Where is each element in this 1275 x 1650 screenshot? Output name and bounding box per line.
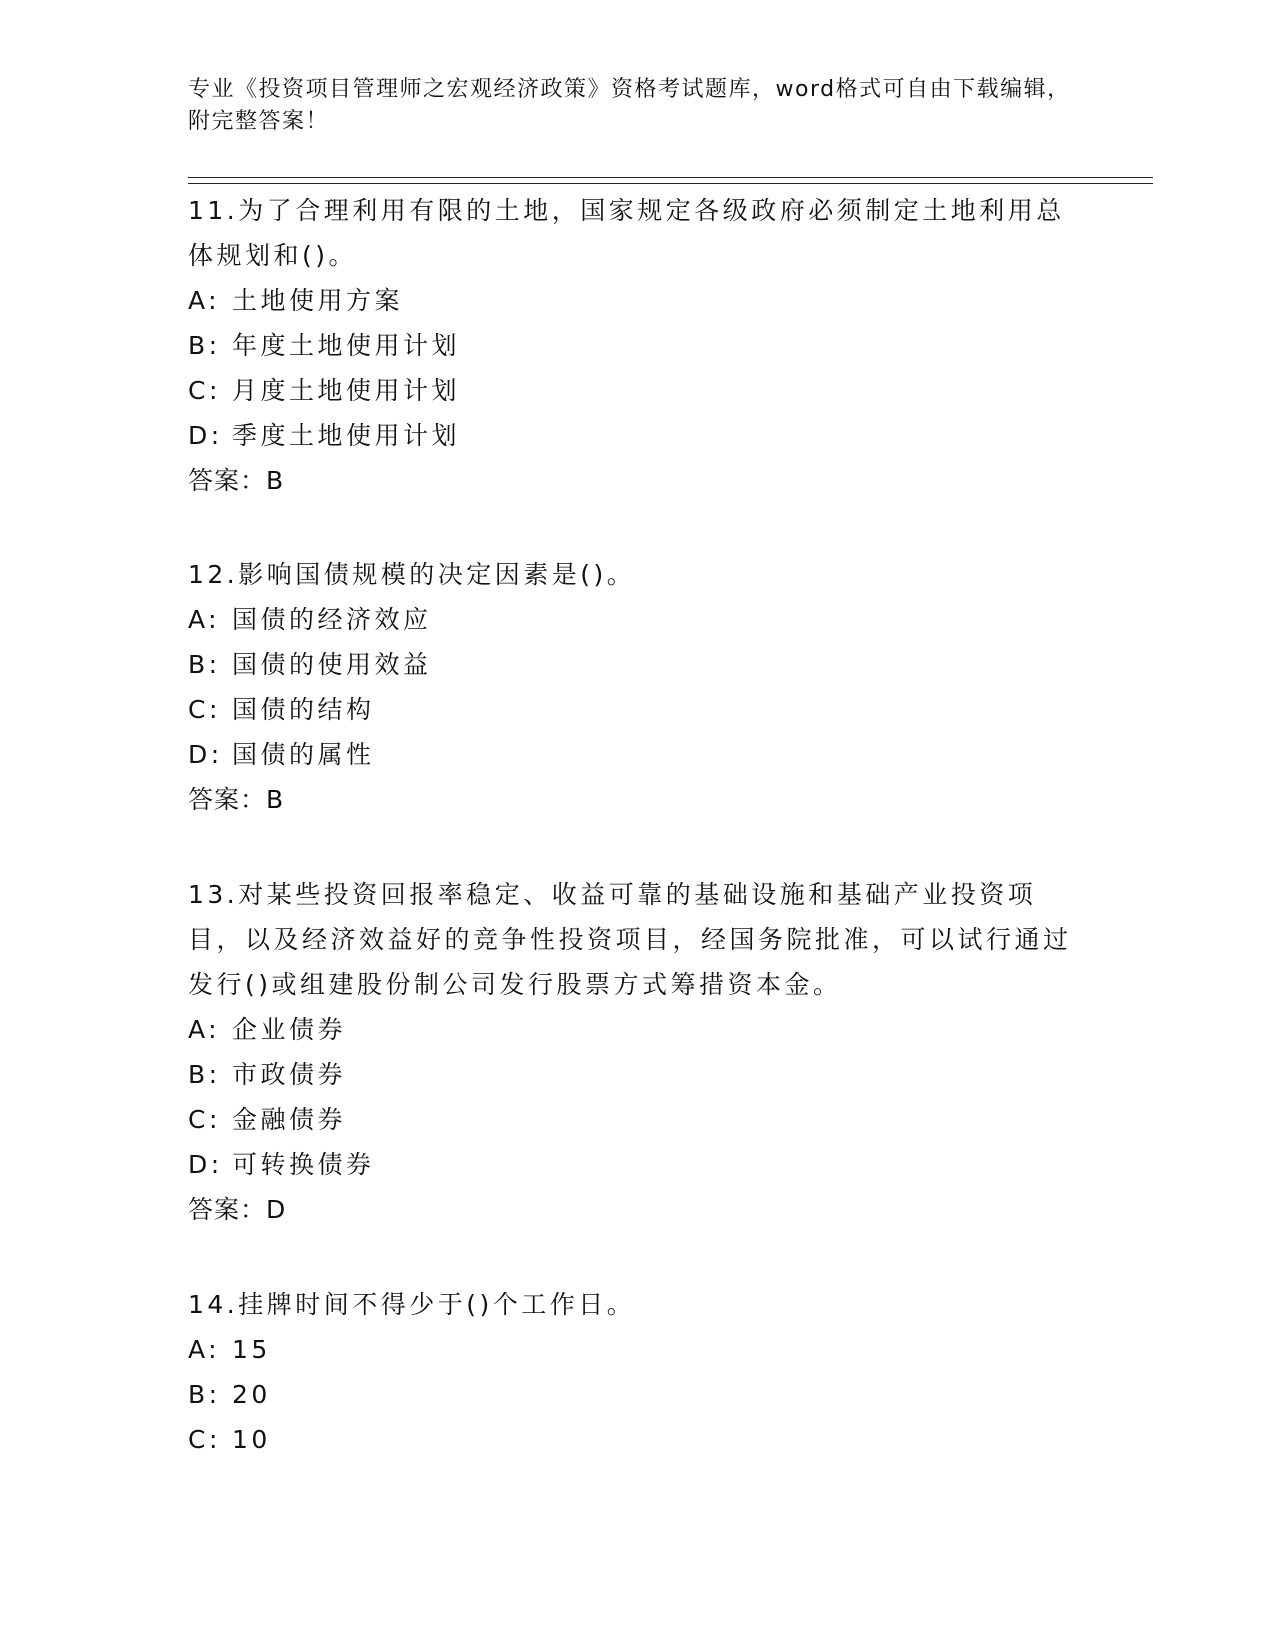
option-key: C: (188, 1105, 221, 1134)
header-text: 专业《投资项目管理师之宏观经济政策》资格考试题库，word格式可自由下载编辑，附完整答案！ (188, 77, 1071, 134)
question-stem: 13.对某些投资回报率稳定、收益可靠的基础设施和基础产业投资项目，以及经济效益好的竞争性投资项目，经国务院批准，可以试行通过发行()或组建股份制公司发行股票方式筹措资本金。 (188, 880, 1072, 999)
question-14 (188, 1282, 1088, 1462)
option-text: 土地使用方案 (232, 286, 404, 315)
option-key: A: (188, 1015, 221, 1044)
option-c (188, 1097, 1088, 1142)
option-c (188, 687, 1088, 732)
option-key: C: (188, 695, 221, 724)
option-text: 国债的结构 (232, 695, 375, 724)
option-b (188, 642, 1088, 687)
option-text: 企业债券 (232, 1015, 347, 1044)
option-text: 月度土地使用计划 (232, 376, 461, 405)
option-b (188, 1052, 1088, 1097)
option-key: B: (188, 1380, 221, 1409)
header-divider-top (188, 177, 1153, 178)
option-text: 国债的属性 (232, 740, 375, 769)
option-key: D: (188, 1150, 223, 1179)
option-text: 可转换债券 (232, 1150, 375, 1179)
option-key: C: (188, 1425, 221, 1454)
question-13 (188, 872, 1088, 1232)
option-text: 年度土地使用计划 (232, 331, 461, 360)
option-key: B: (188, 1060, 221, 1089)
option-key: D: (188, 421, 223, 450)
answer: 答案：B (188, 466, 285, 495)
option-key: A: (188, 286, 221, 315)
answer: 答案：D (188, 1195, 287, 1224)
option-a (188, 1007, 1088, 1052)
question-stem: 11.为了合理利用有限的土地，国家规定各级政府必须制定土地利用总体规划和()。 (188, 196, 1065, 270)
answer: 答案：B (188, 785, 285, 814)
option-text: 国债的经济效应 (232, 605, 432, 634)
option-c (188, 368, 1088, 413)
option-text: 15 (232, 1335, 271, 1364)
option-b (188, 1372, 1088, 1417)
option-d (188, 732, 1088, 777)
question-stem: 14.挂牌时间不得少于()个工作日。 (188, 1290, 636, 1319)
option-d (188, 413, 1088, 458)
option-text: 国债的使用效益 (232, 650, 432, 679)
option-key: C: (188, 376, 221, 405)
option-key: A: (188, 605, 221, 634)
option-text: 季度土地使用计划 (232, 421, 461, 450)
option-a (188, 278, 1088, 323)
question-stem: 12.影响国债规模的决定因素是()。 (188, 560, 636, 589)
option-d (188, 1142, 1088, 1187)
option-key: B: (188, 331, 221, 360)
option-text: 市政债券 (232, 1060, 347, 1089)
question-12 (188, 552, 1088, 822)
option-b (188, 323, 1088, 368)
option-text: 20 (232, 1380, 271, 1409)
option-text: 10 (232, 1425, 271, 1454)
option-key: B: (188, 650, 221, 679)
option-a (188, 597, 1088, 642)
option-c (188, 1417, 1088, 1462)
header-divider-bottom (188, 183, 1153, 184)
option-a (188, 1327, 1088, 1372)
option-key: A: (188, 1335, 221, 1364)
option-key: D: (188, 740, 223, 769)
question-11 (188, 188, 1088, 503)
option-text: 金融债券 (232, 1105, 347, 1134)
